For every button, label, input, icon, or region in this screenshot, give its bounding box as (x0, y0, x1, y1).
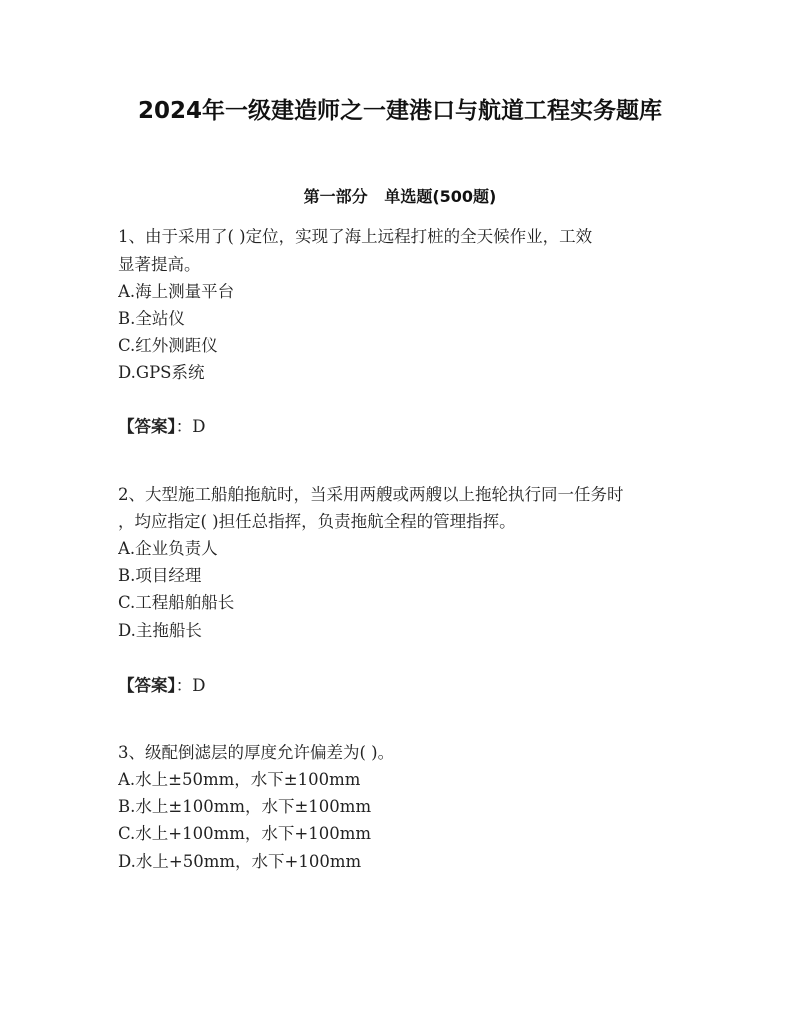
question-3-option-a: A.水上±50mm，水下±100mm (118, 770, 361, 789)
question-1-option-a: A.海上测量平台 (118, 282, 235, 301)
answer-separator: ： (175, 676, 193, 695)
question-2-answer (118, 675, 205, 697)
question-1-option-c: C.红外测距仪 (118, 336, 218, 355)
question-1-option-b: B.全站仪 (118, 309, 185, 328)
section-heading: 第一部分 单选题(500题) (303, 187, 497, 206)
answer-value: D (192, 676, 206, 695)
question-1-answer (118, 416, 205, 438)
question-1-stem-line-2: 显著提高。 (118, 255, 201, 274)
answer-label: 【答案】 (118, 676, 176, 695)
answer-separator: ： (175, 417, 193, 436)
question-2-stem-line-2: ，均应指定( )担任总指挥，负责拖航全程的管理指挥。 (118, 512, 516, 531)
question-2-stem-line-1: 2、大型施工船舶拖航时，当采用两艘或两艘以上拖轮执行同一任务时 (118, 485, 624, 504)
question-3-option-c: C.水上+100mm，水下+100mm (118, 824, 372, 843)
answer-label: 【答案】 (118, 417, 176, 436)
question-3-option-d: D.水上+50mm，水下+100mm (118, 852, 362, 871)
document-title: 2024年一级建造师之一建港口与航道工程实务题库 (137, 98, 662, 124)
question-2-option-a: A.企业负责人 (118, 539, 218, 558)
question-2-option-d: D.主拖船长 (118, 621, 202, 640)
question-2-option-c: C.工程船舶船长 (118, 593, 235, 612)
question-3-stem-line-1: 3、级配倒滤层的厚度允许偏差为( )。 (118, 743, 395, 762)
answer-value: D (192, 417, 206, 436)
question-3-option-b: B.水上±100mm，水下±100mm (118, 797, 372, 816)
question-1-stem-line-1: 1、由于采用了( )定位，实现了海上远程打桩的全天候作业，工效 (118, 227, 593, 246)
question-1-option-d: D.GPS系统 (118, 363, 205, 382)
question-2-option-b: B.项目经理 (118, 566, 202, 585)
